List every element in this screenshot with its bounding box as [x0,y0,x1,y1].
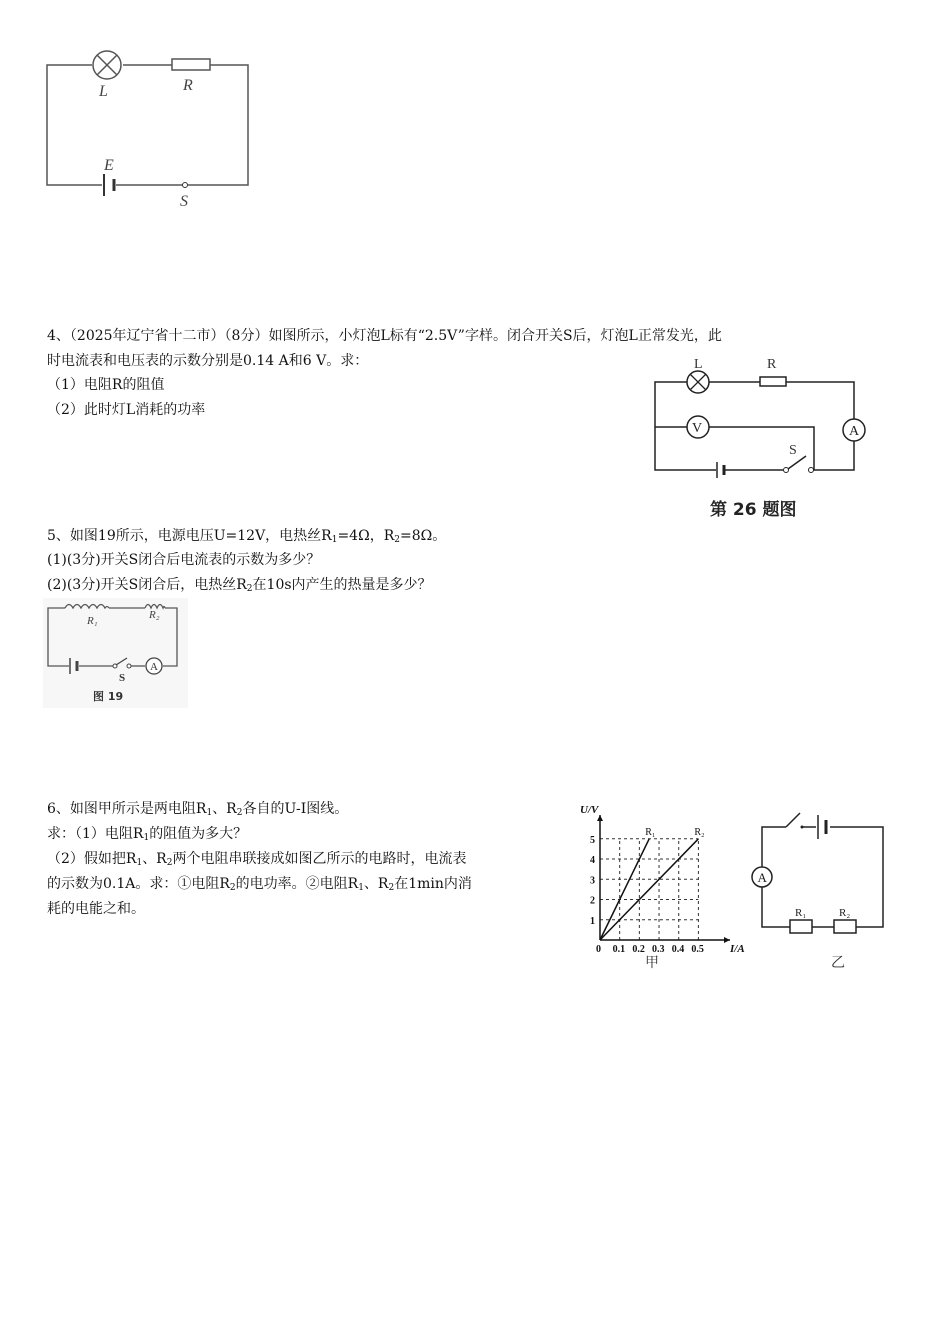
r2-label: R₂ [149,609,160,621]
x-axis-label: I/A [730,943,745,955]
figure-circuit-q4 [648,350,873,522]
q6-stem-line-1: 6、如图甲所示是两电阻$R_1$、$R_2$各自的U-I图线。 [47,801,349,818]
figure-circuit-1 [40,40,260,210]
y-tick-label: 5 [590,834,595,846]
lamp-symbol [93,51,121,79]
circuit-caption: 乙 [831,956,845,971]
x-tick-label: 0.1 [612,944,626,955]
q6-stem-line-4: 的示数为0.1A。求：①电阻$R_2$的电功率。②电阻$R_1$、$R_2$在1min内消 [47,876,472,893]
resistor-label: R [767,357,777,372]
battery-symbol [717,462,724,478]
resistor-r1 [790,920,812,933]
q5-stem-line-1: 5、如图19所示，电源电压U=12V，电热丝$R_1=4\Omega$，$R_2=8\Omega$。 [47,528,447,545]
series-label-2: R₂ [694,826,705,838]
series-label-1: R₁ [645,826,656,838]
ammeter-symbol [752,867,772,887]
resistor-symbol [760,377,786,386]
switch-terminal [183,183,188,188]
figure-caption: 第 26 题图 [710,500,797,520]
y-tick-label: 2 [590,895,595,907]
switch-symbol [784,456,814,473]
y-tick-label: 3 [590,875,595,887]
series-line-2 [600,839,698,940]
y-tick-label: 4 [590,855,595,867]
y-axis-label: U/V [580,804,599,816]
series-line-1 [600,839,649,940]
resistor-symbol [172,59,210,70]
ammeter-label: A [150,661,158,673]
voltmeter-label: V [692,421,703,436]
q6-stem-line-3: （2）假如把$R_1$、$R_2$两个电阻串联接成如图乙所示的电路时，电流表 [47,851,467,868]
q5-sub-question-1: (1)(3分)开关S闭合后电流表的示数为多少？ [47,552,321,568]
battery-label: E [104,157,114,174]
x-tick-label: 0.5 [691,944,704,955]
lamp-label: L [99,83,108,100]
ammeter-symbol [843,419,865,441]
r1-label: R₁ [87,615,98,627]
lamp-symbol [687,371,709,393]
switch-label: S [180,193,188,210]
battery-symbol [818,815,826,839]
r1-label: R₁ [795,907,807,919]
resistor-label: R [183,77,193,94]
q5-sub-question-2: (2)(3分)开关S闭合后，电热丝$R_2$在10s内产生的热量是多少？ [47,577,432,594]
lamp-label: L [694,357,703,372]
u-i-chart [570,795,745,975]
battery-symbol [104,174,114,196]
resistor-r2 [834,920,856,933]
x-tick-label: 0.2 [632,944,645,955]
figure-circuit-yi [750,805,895,975]
x-tick-label: 0.3 [652,944,665,955]
q4-sub-question-1: （1）电阻R的阻值 [47,377,165,393]
x-tick-label: 0.4 [671,944,685,955]
q4-stem-line-2: 时电流表和电压表的示数分别是0.14 A和6 V。求： [47,353,369,369]
q6-stem-line-2: 求：（1）电阻$R_1$的阻值为多大？ [47,826,248,843]
switch-label: S [789,443,797,458]
figure-caption: 图 19 [93,690,124,703]
ammeter-label: A [757,870,767,885]
chart-caption: 甲 [645,956,659,971]
y-tick-label: 1 [590,915,595,927]
switch-label: S [119,672,126,684]
x-tick-label: 0 [596,944,601,955]
voltmeter-symbol [687,416,709,438]
q4-stem-line-1: 4、（2025年辽宁省十二市）（8分）如图所示，小灯泡L标有“2.5V”字样。闭合开关S后，灯泡L正常发光，此 [47,328,722,344]
switch-symbol [786,813,804,829]
ammeter-symbol [146,658,162,674]
q6-stem-line-5: 耗的电能之和。 [47,901,145,917]
figure-19-circuit [43,598,188,708]
ammeter-label: A [849,424,860,439]
r2-label: R₂ [839,907,851,919]
q4-sub-question-2: （2）此时灯L消耗的功率 [47,402,206,418]
